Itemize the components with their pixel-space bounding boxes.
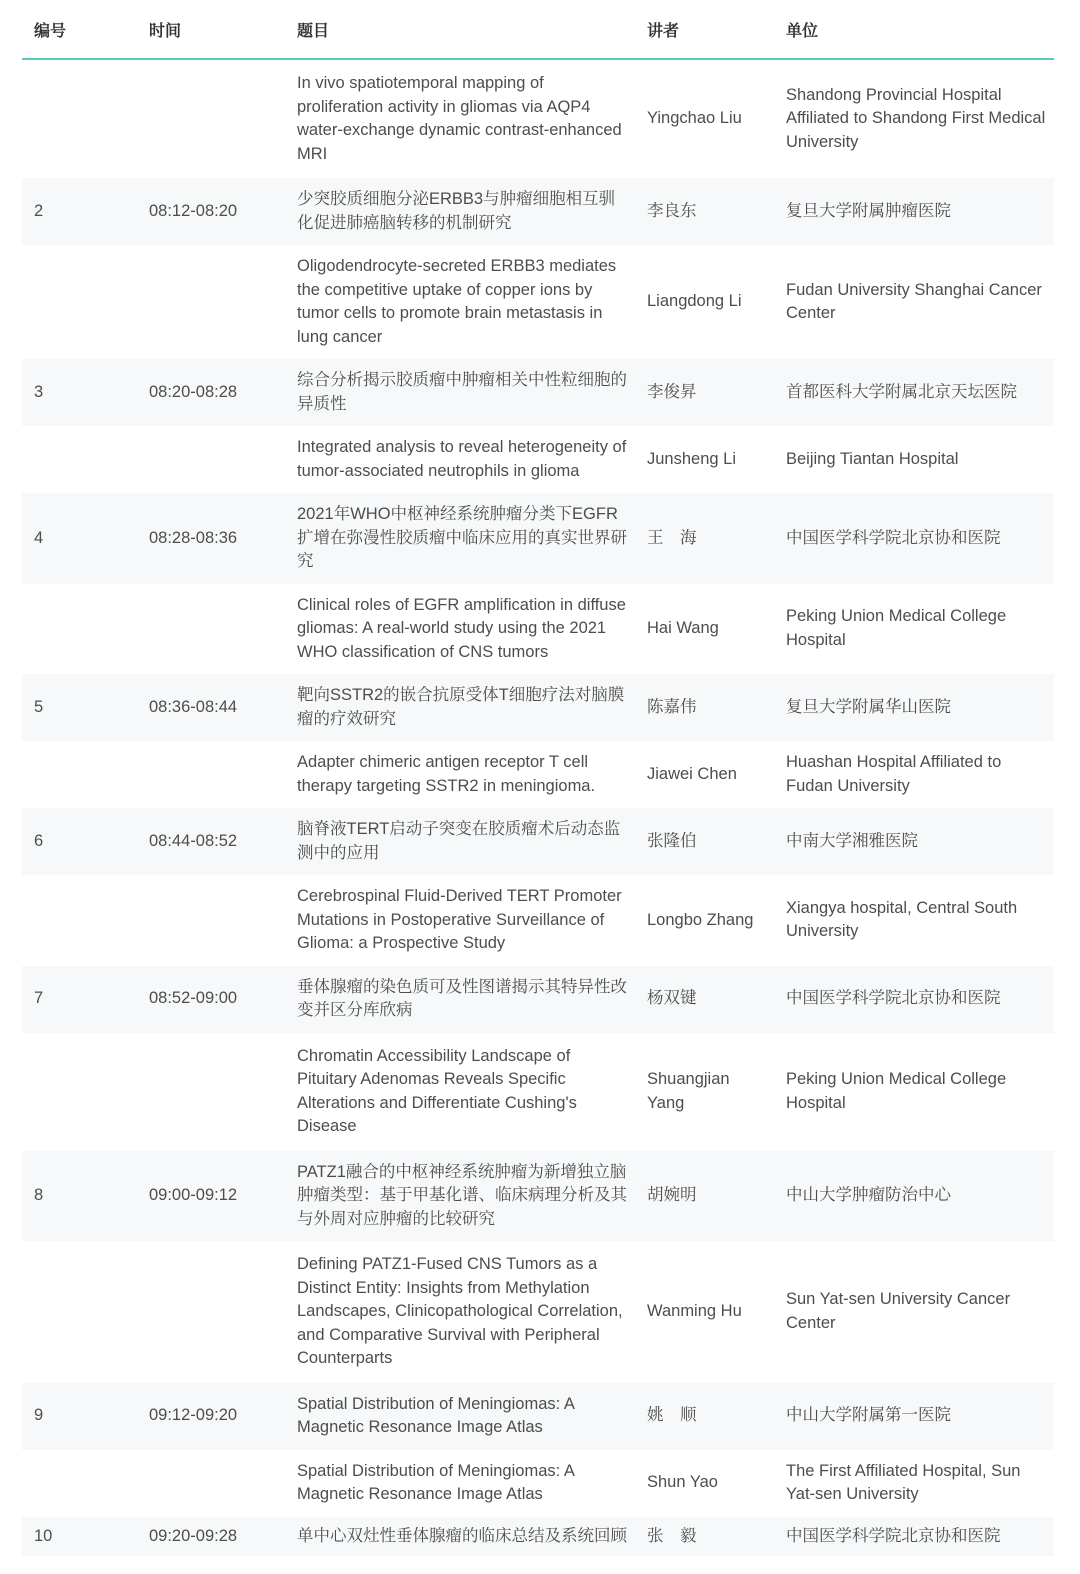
cell-speaker: 胡婉明 (635, 1151, 774, 1242)
cell-no: 8 (22, 1151, 137, 1242)
cell-title: Clinical roles of EGFR amplification in diffuse gliomas: A real-world study using the 2021 WHO classification of CNS tumors (297, 595, 626, 661)
header-speaker: 讲者 (635, 0, 774, 59)
header-title: 题目 (285, 0, 635, 59)
cell-no (22, 1241, 137, 1383)
cell-title: PATZ1融合的中枢神经系统肿瘤为新增独立脑肿瘤类型：基于甲基化谱、临床病理分析及其与外周对应肿瘤的比较研究 (285, 1151, 635, 1242)
cell-speaker: Jiawei Chen (647, 764, 737, 783)
header-time: 时间 (137, 0, 285, 59)
cell-no (22, 59, 137, 178)
cell-no: 9 (22, 1383, 137, 1450)
table-row (22, 1241, 1054, 1383)
table-row (22, 245, 1054, 359)
cell-time: 09:12-09:20 (137, 1383, 285, 1450)
cell-time (137, 59, 285, 178)
cell-title: 靶向SSTR2的嵌合抗原受体T细胞疗法对脑膜瘤的疗效研究 (285, 674, 635, 741)
cell-speaker: Wanming Hu (647, 1302, 742, 1320)
table-body (22, 59, 1054, 1556)
cell-title: Integrated analysis to reveal heterogeneity of tumor-associated neutrophils in glioma (297, 438, 627, 480)
cell-unit: 中山大学附属第一医院 (774, 1383, 1054, 1450)
cell-no (22, 741, 137, 808)
cell-title: 垂体腺瘤的染色质可及性图谱揭示其特异性改变并区分库欣病 (285, 966, 635, 1033)
table-row (22, 966, 1054, 1033)
table-row (22, 1517, 1054, 1557)
cell-speaker: Shun Yao (647, 1473, 718, 1492)
table-row (22, 1450, 1054, 1517)
cell-unit: 中国医学科学院北京协和医院 (774, 966, 1054, 1033)
cell-unit: Beijing Tiantan Hospital (786, 449, 959, 468)
cell-speaker: 陈嘉伟 (635, 674, 774, 741)
cell-no: 3 (22, 359, 137, 426)
cell-title: Adapter chimeric antigen receptor T cell therapy targeting SSTR2 in meningioma. (297, 753, 596, 795)
cell-speaker: 杨双键 (635, 966, 774, 1033)
table-row (22, 674, 1054, 741)
cell-speaker: Junsheng Li (647, 449, 736, 468)
cell-unit: Xiangya hospital, Central South University (786, 898, 1018, 941)
cell-no: 7 (22, 966, 137, 1033)
cell-title: 脑脊液TERT启动子突变在胶质瘤术后动态监测中的应用 (285, 808, 635, 875)
cell-unit: The First Affiliated Hospital, Sun Yat-sen University (786, 1461, 1021, 1503)
cell-title: 少突胶质细胞分泌ERBB3与肿瘤细胞相互驯化促进肺癌脑转移的机制研究 (285, 178, 635, 245)
cell-speaker: 张 毅 (635, 1517, 774, 1557)
cell-no (22, 1033, 137, 1151)
cell-time (137, 741, 285, 808)
cell-speaker: Yingchao Liu (647, 109, 742, 128)
cell-no: 6 (22, 808, 137, 875)
cell-time (137, 584, 285, 675)
header-row (22, 0, 1054, 59)
cell-speaker: 张隆伯 (635, 808, 774, 875)
table-row (22, 741, 1054, 808)
cell-unit: 复旦大学附属肿瘤医院 (774, 178, 1054, 245)
cell-unit: Fudan University Shanghai Cancer Center (786, 280, 1042, 322)
table-header (22, 0, 1054, 59)
cell-title: 2021年WHO中枢神经系统肿瘤分类下EGFR扩增在弥漫性胶质瘤中临床应用的真实世界研究 (285, 493, 635, 584)
cell-no: 2 (22, 178, 137, 245)
cell-title: In vivo spatiotemporal mapping of proliferation activity in gliomas via AQP4 water-exchange dynamic contrast-enhanced MRI (297, 74, 622, 163)
cell-unit: 复旦大学附属华山医院 (774, 674, 1054, 741)
cell-unit: Sun Yat-sen University Cancer Center (786, 1290, 1011, 1332)
cell-speaker: 王 海 (635, 493, 774, 584)
cell-unit: 首都医科大学附属北京天坛医院 (774, 359, 1054, 426)
cell-time: 08:20-08:28 (137, 359, 285, 426)
cell-title: Spatial Distribution of Meningiomas: A Magnetic Resonance Image Atlas (285, 1383, 635, 1450)
cell-time: 09:00-09:12 (137, 1151, 285, 1242)
table-row (22, 875, 1054, 966)
cell-no (22, 245, 137, 359)
cell-speaker: 李俊昇 (635, 359, 774, 426)
cell-time (137, 245, 285, 359)
table-row (22, 359, 1054, 426)
cell-speaker: Liangdong Li (647, 292, 742, 311)
table-row (22, 59, 1054, 178)
table-row (22, 493, 1054, 584)
cell-speaker: Longbo Zhang (647, 910, 754, 929)
cell-time: 08:52-09:00 (137, 966, 285, 1033)
table-row (22, 1033, 1054, 1151)
cell-unit: Peking Union Medical College Hospital (786, 607, 1007, 649)
cell-no (22, 584, 137, 675)
table-row (22, 1151, 1054, 1242)
cell-unit: 中国医学科学院北京协和医院 (774, 493, 1054, 584)
cell-unit: 中南大学湘雅医院 (774, 808, 1054, 875)
cell-no (22, 1450, 137, 1517)
cell-time: 08:44-08:52 (137, 808, 285, 875)
cell-title: Defining PATZ1-Fused CNS Tumors as a Distinct Entity: Insights from Methylation Landscapes, Clinicopathological Correlation, and Comparative Survival with Peripheral Counterparts (297, 1255, 623, 1367)
cell-no (22, 875, 137, 966)
cell-title: 综合分析揭示胶质瘤中肿瘤相关中性粒细胞的异质性 (285, 359, 635, 426)
cell-time (137, 426, 285, 493)
cell-no: 5 (22, 674, 137, 741)
cell-title: Spatial Distribution of Meningiomas: A Magnetic Resonance Image Atlas (297, 1461, 574, 1503)
cell-title: Oligodendrocyte-secreted ERBB3 mediates the competitive uptake of copper ions by tumor cells to promote brain metastasis in lung cancer (297, 257, 617, 346)
cell-no: 4 (22, 493, 137, 584)
cell-no (22, 426, 137, 493)
cell-unit: Huashan Hospital Affiliated to Fudan University (786, 753, 1002, 795)
schedule-container (22, 0, 1054, 1556)
header-unit: 单位 (774, 0, 1054, 59)
cell-speaker: 姚 顺 (635, 1383, 774, 1450)
table-row (22, 1383, 1054, 1450)
cell-speaker: 李良东 (635, 178, 774, 245)
table-row (22, 584, 1054, 675)
cell-title: Cerebrospinal Fluid-Derived TERT Promoter Mutations in Postoperative Surveillance of Glioma: a Prospective Study (297, 887, 622, 952)
cell-no: 10 (22, 1517, 137, 1557)
table-row (22, 178, 1054, 245)
cell-unit: Shandong Provincial Hospital Affiliated to Shandong First Medical University (786, 85, 1046, 151)
cell-time (137, 1450, 285, 1517)
cell-time: 08:28-08:36 (137, 493, 285, 584)
cell-speaker: Hai Wang (647, 619, 719, 637)
cell-unit: 中山大学肿瘤防治中心 (774, 1151, 1054, 1242)
cell-time (137, 1241, 285, 1383)
cell-title: 单中心双灶性垂体腺瘤的临床总结及系统回顾 (285, 1517, 635, 1557)
cell-time: 08:12-08:20 (137, 178, 285, 245)
header-no: 编号 (22, 0, 137, 59)
table-row (22, 808, 1054, 875)
table-row (22, 426, 1054, 493)
cell-unit: 中国医学科学院北京协和医院 (774, 1517, 1054, 1557)
schedule-table (22, 0, 1054, 1556)
cell-speaker: Shuangjian Yang (647, 1070, 730, 1112)
cell-time: 08:36-08:44 (137, 674, 285, 741)
cell-unit: Peking Union Medical College Hospital (786, 1070, 1007, 1112)
cell-time (137, 875, 285, 966)
cell-title: Chromatin Accessibility Landscape of Pituitary Adenomas Reveals Specific Alterations and Differentiate Cushing's Disease (297, 1046, 577, 1135)
cell-time (137, 1033, 285, 1151)
cell-time: 09:20-09:28 (137, 1517, 285, 1557)
